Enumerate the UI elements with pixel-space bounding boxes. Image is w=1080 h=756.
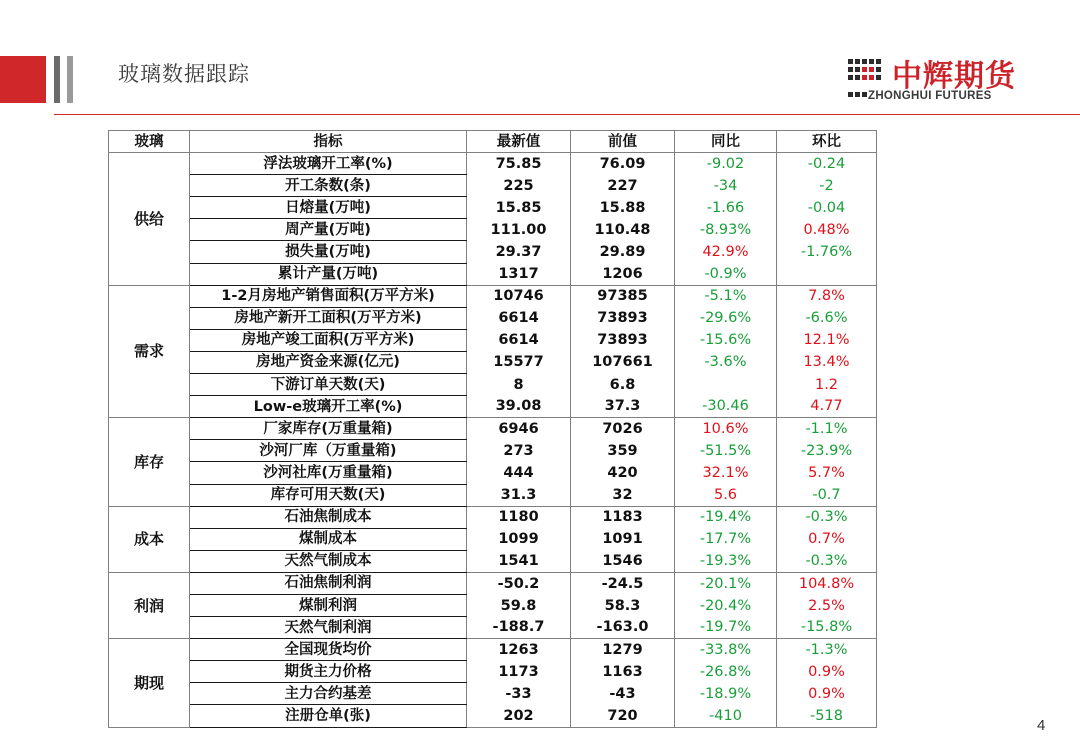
previous-value-cell: 1163 xyxy=(571,661,675,683)
table-row xyxy=(109,263,877,285)
column-header: 环比 xyxy=(777,131,877,153)
mom-change-cell: 12.1% xyxy=(777,329,877,351)
mom-change-cell: -0.7 xyxy=(777,484,877,506)
latest-value-cell: 75.85 xyxy=(467,153,571,175)
yoy-change-cell: -9.02 xyxy=(675,153,777,175)
previous-value-cell: 97385 xyxy=(571,285,675,307)
yoy-change-cell: -30.46 xyxy=(675,396,777,418)
indicator-cell: 房地产竣工面积(万平方米) xyxy=(190,329,467,351)
indicator-cell: 房地产新开工面积(万平方米) xyxy=(190,307,467,329)
previous-value-cell: 1183 xyxy=(571,506,675,528)
yoy-change-cell: -5.1% xyxy=(675,285,777,307)
indicator-cell: 天然气制成本 xyxy=(190,550,467,572)
mom-change-cell: 0.9% xyxy=(777,683,877,705)
table-row xyxy=(109,219,877,241)
indicator-cell: 煤制利润 xyxy=(190,594,467,616)
mom-change-cell: -15.8% xyxy=(777,617,877,639)
table-row xyxy=(109,705,877,727)
indicator-cell: 累计产量(万吨) xyxy=(190,263,467,285)
yoy-change-cell: -26.8% xyxy=(675,661,777,683)
previous-value-cell: 1206 xyxy=(571,263,675,285)
previous-value-cell: -43 xyxy=(571,683,675,705)
table-row xyxy=(109,484,877,506)
latest-value-cell: -188.7 xyxy=(467,617,571,639)
mom-change-cell: -0.3% xyxy=(777,550,877,572)
latest-value-cell: 202 xyxy=(467,705,571,727)
yoy-change-cell: -18.9% xyxy=(675,683,777,705)
table-row xyxy=(109,506,877,528)
category-cell: 利润 xyxy=(109,572,190,638)
yoy-change-cell: 42.9% xyxy=(675,241,777,263)
yoy-change-cell: -19.7% xyxy=(675,617,777,639)
previous-value-cell: 359 xyxy=(571,440,675,462)
previous-value-cell: 110.48 xyxy=(571,219,675,241)
yoy-change-cell: -15.6% xyxy=(675,329,777,351)
yoy-change-cell: -34 xyxy=(675,175,777,197)
mom-change-cell: 104.8% xyxy=(777,572,877,594)
latest-value-cell: 444 xyxy=(467,462,571,484)
latest-value-cell: 1180 xyxy=(467,506,571,528)
latest-value-cell: -33 xyxy=(467,683,571,705)
previous-value-cell: 76.09 xyxy=(571,153,675,175)
category-cell: 成本 xyxy=(109,506,190,572)
previous-value-cell: 29.89 xyxy=(571,241,675,263)
table-row xyxy=(109,683,877,705)
table-header-row xyxy=(109,131,877,153)
table-row xyxy=(109,661,877,683)
yoy-change-cell: 32.1% xyxy=(675,462,777,484)
table-row xyxy=(109,639,877,661)
table-row xyxy=(109,175,877,197)
yoy-change-cell: -1.66 xyxy=(675,197,777,219)
latest-value-cell: 1317 xyxy=(467,263,571,285)
mom-change-cell: -1.3% xyxy=(777,639,877,661)
previous-value-cell: 227 xyxy=(571,175,675,197)
mom-change-cell: 0.9% xyxy=(777,661,877,683)
previous-value-cell: 37.3 xyxy=(571,396,675,418)
previous-value-cell: 720 xyxy=(571,705,675,727)
table-row xyxy=(109,241,877,263)
table-row xyxy=(109,440,877,462)
yoy-change-cell: -17.7% xyxy=(675,528,777,550)
table-body xyxy=(109,153,877,727)
yoy-change-cell: -0.9% xyxy=(675,263,777,285)
previous-value-cell: 1546 xyxy=(571,550,675,572)
indicator-cell: 1-2月房地产销售面积(万平方米) xyxy=(190,285,467,307)
header-divider xyxy=(54,114,1080,115)
logo-english-name: ZHONGHUI FUTURES xyxy=(868,90,992,102)
mom-change-cell xyxy=(777,263,877,285)
latest-value-cell: 6614 xyxy=(467,307,571,329)
latest-value-cell: 225 xyxy=(467,175,571,197)
yoy-change-cell: 10.6% xyxy=(675,418,777,440)
indicator-cell: 下游订单天数(天) xyxy=(190,374,467,396)
indicator-cell: 库存可用天数(天) xyxy=(190,484,467,506)
latest-value-cell: 29.37 xyxy=(467,241,571,263)
indicator-cell: 厂家库存(万重量箱) xyxy=(190,418,467,440)
category-cell: 期现 xyxy=(109,639,190,727)
yoy-change-cell: -20.1% xyxy=(675,572,777,594)
previous-value-cell: 1091 xyxy=(571,528,675,550)
latest-value-cell: 6946 xyxy=(467,418,571,440)
previous-value-cell: 73893 xyxy=(571,307,675,329)
previous-value-cell: 107661 xyxy=(571,351,675,373)
table-row xyxy=(109,307,877,329)
mom-change-cell: 0.7% xyxy=(777,528,877,550)
company-logo xyxy=(846,55,1026,105)
indicator-cell: 煤制成本 xyxy=(190,528,467,550)
column-header: 最新值 xyxy=(467,131,571,153)
mom-change-cell: -0.3% xyxy=(777,506,877,528)
latest-value-cell: 15.85 xyxy=(467,197,571,219)
table-row xyxy=(109,462,877,484)
latest-value-cell: 1541 xyxy=(467,550,571,572)
mom-change-cell: 5.7% xyxy=(777,462,877,484)
column-header: 玻璃 xyxy=(109,131,190,153)
latest-value-cell: 31.3 xyxy=(467,484,571,506)
indicator-cell: 沙河社库(万重量箱) xyxy=(190,462,467,484)
table-row xyxy=(109,617,877,639)
indicator-cell: 主力合约基差 xyxy=(190,683,467,705)
previous-value-cell: 420 xyxy=(571,462,675,484)
previous-value-cell: 73893 xyxy=(571,329,675,351)
latest-value-cell: 6614 xyxy=(467,329,571,351)
indicator-cell: 天然气制利润 xyxy=(190,617,467,639)
mom-change-cell: -1.1% xyxy=(777,418,877,440)
indicator-cell: 期货主力价格 xyxy=(190,661,467,683)
yoy-change-cell: 5.6 xyxy=(675,484,777,506)
yoy-change-cell: -19.3% xyxy=(675,550,777,572)
category-cell: 需求 xyxy=(109,285,190,418)
table-row xyxy=(109,285,877,307)
indicator-cell: 日熔量(万吨) xyxy=(190,197,467,219)
table-row xyxy=(109,329,877,351)
mom-change-cell: 13.4% xyxy=(777,351,877,373)
mom-change-cell: -1.76% xyxy=(777,241,877,263)
previous-value-cell: 1279 xyxy=(571,639,675,661)
latest-value-cell: 1263 xyxy=(467,639,571,661)
table-row xyxy=(109,374,877,396)
yoy-change-cell xyxy=(675,374,777,396)
page-title: 玻璃数据跟踪 xyxy=(118,62,250,86)
indicator-cell: 石油焦制利润 xyxy=(190,572,467,594)
mom-change-cell: -6.6% xyxy=(777,307,877,329)
yoy-change-cell: -33.8% xyxy=(675,639,777,661)
table-row xyxy=(109,197,877,219)
previous-value-cell: 32 xyxy=(571,484,675,506)
latest-value-cell: 1173 xyxy=(467,661,571,683)
mom-change-cell: -2 xyxy=(777,175,877,197)
column-header: 指标 xyxy=(190,131,467,153)
latest-value-cell: 59.8 xyxy=(467,594,571,616)
indicator-cell: 房地产资金来源(亿元) xyxy=(190,351,467,373)
glass-data-table xyxy=(108,130,877,728)
mom-change-cell: -0.04 xyxy=(777,197,877,219)
indicator-cell: 全国现货均价 xyxy=(190,639,467,661)
yoy-change-cell: -20.4% xyxy=(675,594,777,616)
table-row xyxy=(109,351,877,373)
header-red-bar xyxy=(0,56,46,103)
previous-value-cell: 6.8 xyxy=(571,374,675,396)
table-row xyxy=(109,418,877,440)
indicator-cell: 开工条数(条) xyxy=(190,175,467,197)
previous-value-cell: 7026 xyxy=(571,418,675,440)
table-row xyxy=(109,550,877,572)
indicator-cell: 周产量(万吨) xyxy=(190,219,467,241)
latest-value-cell: 111.00 xyxy=(467,219,571,241)
indicator-cell: 沙河厂库（万重量箱) xyxy=(190,440,467,462)
latest-value-cell: 8 xyxy=(467,374,571,396)
indicator-cell: 损失量(万吨) xyxy=(190,241,467,263)
mom-change-cell: -518 xyxy=(777,705,877,727)
yoy-change-cell: -8.93% xyxy=(675,219,777,241)
mom-change-cell: 1.2 xyxy=(777,374,877,396)
latest-value-cell: 273 xyxy=(467,440,571,462)
latest-value-cell: 15577 xyxy=(467,351,571,373)
yoy-change-cell: -3.6% xyxy=(675,351,777,373)
mom-change-cell: 2.5% xyxy=(777,594,877,616)
indicator-cell: 浮法玻璃开工率(%) xyxy=(190,153,467,175)
table-row xyxy=(109,153,877,175)
indicator-cell: 注册仓单(张) xyxy=(190,705,467,727)
previous-value-cell: -24.5 xyxy=(571,572,675,594)
column-header: 前值 xyxy=(571,131,675,153)
yoy-change-cell: -51.5% xyxy=(675,440,777,462)
mom-change-cell: -0.24 xyxy=(777,153,877,175)
table-row xyxy=(109,396,877,418)
previous-value-cell: -163.0 xyxy=(571,617,675,639)
category-cell: 库存 xyxy=(109,418,190,506)
header-gray-bar-light xyxy=(67,56,73,103)
latest-value-cell: -50.2 xyxy=(467,572,571,594)
yoy-change-cell: -410 xyxy=(675,705,777,727)
yoy-change-cell: -19.4% xyxy=(675,506,777,528)
category-cell: 供给 xyxy=(109,153,190,286)
previous-value-cell: 58.3 xyxy=(571,594,675,616)
indicator-cell: 石油焦制成本 xyxy=(190,506,467,528)
mom-change-cell: 7.8% xyxy=(777,285,877,307)
mom-change-cell: 4.77 xyxy=(777,396,877,418)
page-number: 4 xyxy=(1037,717,1046,734)
latest-value-cell: 10746 xyxy=(467,285,571,307)
latest-value-cell: 1099 xyxy=(467,528,571,550)
previous-value-cell: 15.88 xyxy=(571,197,675,219)
table-row xyxy=(109,572,877,594)
header-gray-bar-dark xyxy=(54,56,60,103)
indicator-cell: Low-e玻璃开工率(%) xyxy=(190,396,467,418)
yoy-change-cell: -29.6% xyxy=(675,307,777,329)
table-row xyxy=(109,528,877,550)
mom-change-cell: -23.9% xyxy=(777,440,877,462)
latest-value-cell: 39.08 xyxy=(467,396,571,418)
logo-chinese-name: 中辉期货 xyxy=(892,59,1016,94)
mom-change-cell: 0.48% xyxy=(777,219,877,241)
column-header: 同比 xyxy=(675,131,777,153)
table-row xyxy=(109,594,877,616)
